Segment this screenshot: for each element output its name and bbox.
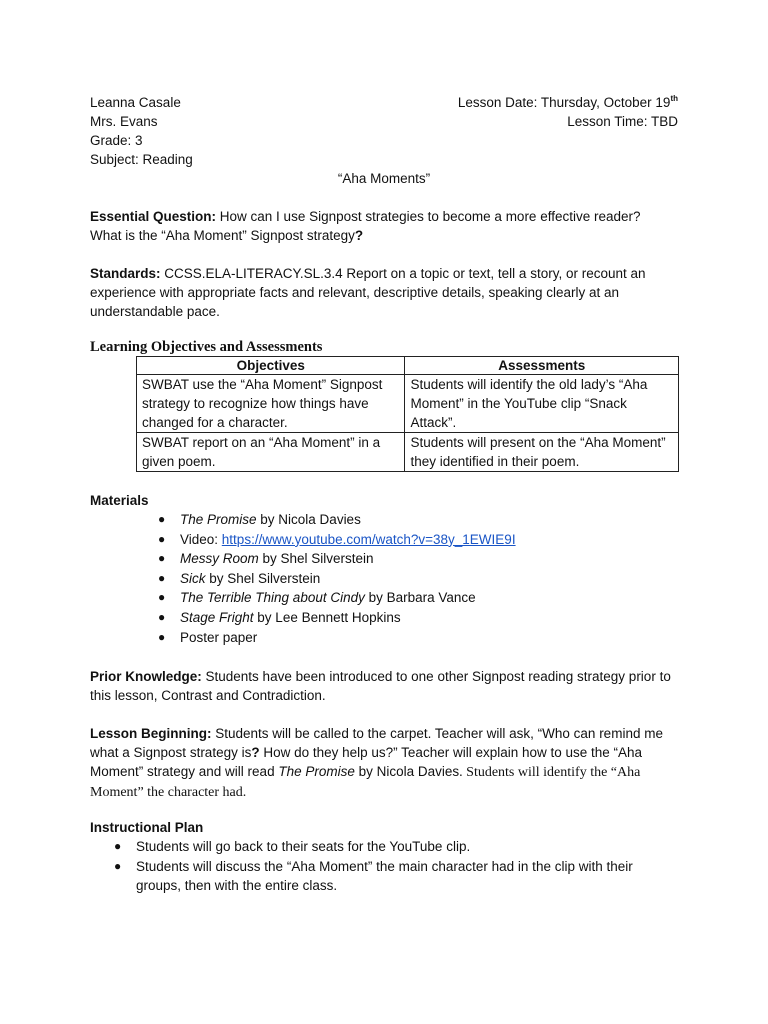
essential-question-text-b: What is the “Aha Moment” Signpost strategy	[90, 228, 355, 243]
lesson-beginning-text-a: Students will be called to the carpet. Teacher will ask, “Who can remind me what a Signpost strategy is	[90, 726, 663, 760]
lesson-title: “Aha Moments”	[337, 171, 431, 186]
material-title: Messy Room	[180, 551, 259, 567]
standards-label: Standards:	[90, 266, 161, 281]
lesson-beginning	[90, 724, 680, 802]
table-row	[137, 375, 679, 433]
lesson-beginning-qmark: ?	[251, 745, 260, 760]
list-item	[158, 549, 516, 569]
bullet-icon: ●	[114, 839, 122, 853]
material-author: by Barbara Vance	[364, 590, 476, 606]
list-item	[158, 510, 516, 530]
bullet-icon: ●	[158, 609, 166, 624]
materials-list	[158, 510, 516, 647]
material-title: Stage Fright	[180, 609, 254, 625]
lesson-beginning-label: Lesson Beginning:	[90, 726, 212, 741]
objective-cell: SWBAT use the “Aha Moment” Signpost strategy to recognize how things have changed for a character.	[137, 375, 405, 433]
student-name: Leanna Casale	[90, 95, 181, 110]
lesson-beginning-text-b: How do they help us?” Teacher will explain how to use the “Aha Moment” strategy and will read	[90, 745, 643, 779]
list-item	[158, 608, 516, 628]
plan-step: Students will go back to their seats for the YouTube clip.	[136, 839, 471, 854]
prior-knowledge	[90, 667, 680, 705]
list-item	[114, 837, 680, 856]
lesson-date-text: Lesson Date: Thursday, October 19	[457, 95, 671, 110]
list-item	[158, 628, 516, 648]
bullet-icon: ●	[158, 531, 166, 546]
bullet-icon: ●	[158, 551, 166, 566]
list-item	[114, 857, 680, 895]
assessment-cell: Students will identify the old lady’s “Aha Moment” in the YouTube clip “Snack Attack”.	[405, 375, 679, 433]
essential-question-label: Essential Question:	[90, 209, 217, 224]
lesson-time: Lesson Time: TBD	[567, 114, 678, 129]
table-row	[137, 433, 679, 472]
teacher-name: Mrs. Evans	[90, 114, 158, 129]
essential-question	[90, 207, 680, 245]
material-author: by Shel Silverstein	[205, 570, 321, 586]
material-author: by Lee Bennett Hopkins	[253, 609, 401, 625]
bullet-icon: ●	[158, 629, 166, 644]
standards	[90, 264, 680, 321]
material-plain: Poster paper	[180, 629, 258, 645]
grade-line: Grade: 3	[90, 133, 143, 148]
plan-step: Students will discuss the “Aha Moment” the main character had in the clip with their groups, then with the entire class.	[136, 859, 633, 893]
lesson-beginning-text-c: by Nicola Davies	[354, 764, 460, 779]
material-title: The Terrible Thing about Cindy	[180, 590, 365, 606]
bullet-icon: ●	[158, 590, 166, 605]
bullet-icon: ●	[158, 512, 166, 526]
lesson-date-ordinal: th	[670, 94, 678, 103]
objective-cell: SWBAT report on an “Aha Moment” in a given poem.	[137, 433, 405, 472]
materials-heading: Materials	[90, 493, 149, 508]
list-item	[158, 588, 516, 608]
essential-question-qmark: ?	[354, 228, 364, 243]
subject-line: Subject: Reading	[90, 152, 193, 167]
column-header-objectives: Objectives	[137, 357, 405, 375]
instructional-plan-heading: Instructional Plan	[90, 820, 204, 835]
video-link[interactable]: https://www.youtube.com/watch?v=38y_1EWIE9I	[221, 531, 516, 547]
column-header-assessments: Assessments	[405, 357, 679, 375]
essential-question-text-a: How can I use Signpost strategies to become a more effective reader?	[216, 209, 641, 224]
bullet-icon: ●	[114, 859, 122, 873]
material-title: Sick	[180, 570, 206, 586]
lesson-date	[458, 93, 678, 112]
list-item	[158, 530, 516, 550]
assessment-cell: Students will present on the “Aha Moment” they identified in their poem.	[405, 433, 679, 472]
list-item	[158, 569, 516, 589]
lesson-beginning-book: The Promise	[278, 764, 355, 779]
standards-text: CCSS.ELA-LITERACY.SL.3.4 Report on a topic or text, tell a story, or recount an experience with appropriate facts and relevant, descriptive details, speaking clearly at an understandable pace.	[90, 266, 646, 319]
material-prefix: Video:	[180, 531, 222, 547]
bullet-icon: ●	[158, 570, 166, 585]
table-header-row	[137, 357, 679, 375]
prior-knowledge-label: Prior Knowledge:	[90, 669, 202, 684]
learning-objectives-heading: Learning Objectives and Assessments	[90, 339, 323, 355]
instructional-plan-list	[114, 837, 680, 896]
lesson-beginning-text-serif: . Students will identify the “Aha Moment” the character had.	[90, 765, 641, 800]
material-author: by Nicola Davies	[256, 512, 361, 527]
objectives-assessments-table	[136, 356, 679, 472]
prior-knowledge-text: Students have been introduced to one other Signpost reading strategy prior to this lesson, Contrast and Contradiction.	[90, 669, 671, 703]
material-title: The Promise	[180, 512, 257, 527]
material-author: by Shel Silverstein	[258, 551, 374, 567]
